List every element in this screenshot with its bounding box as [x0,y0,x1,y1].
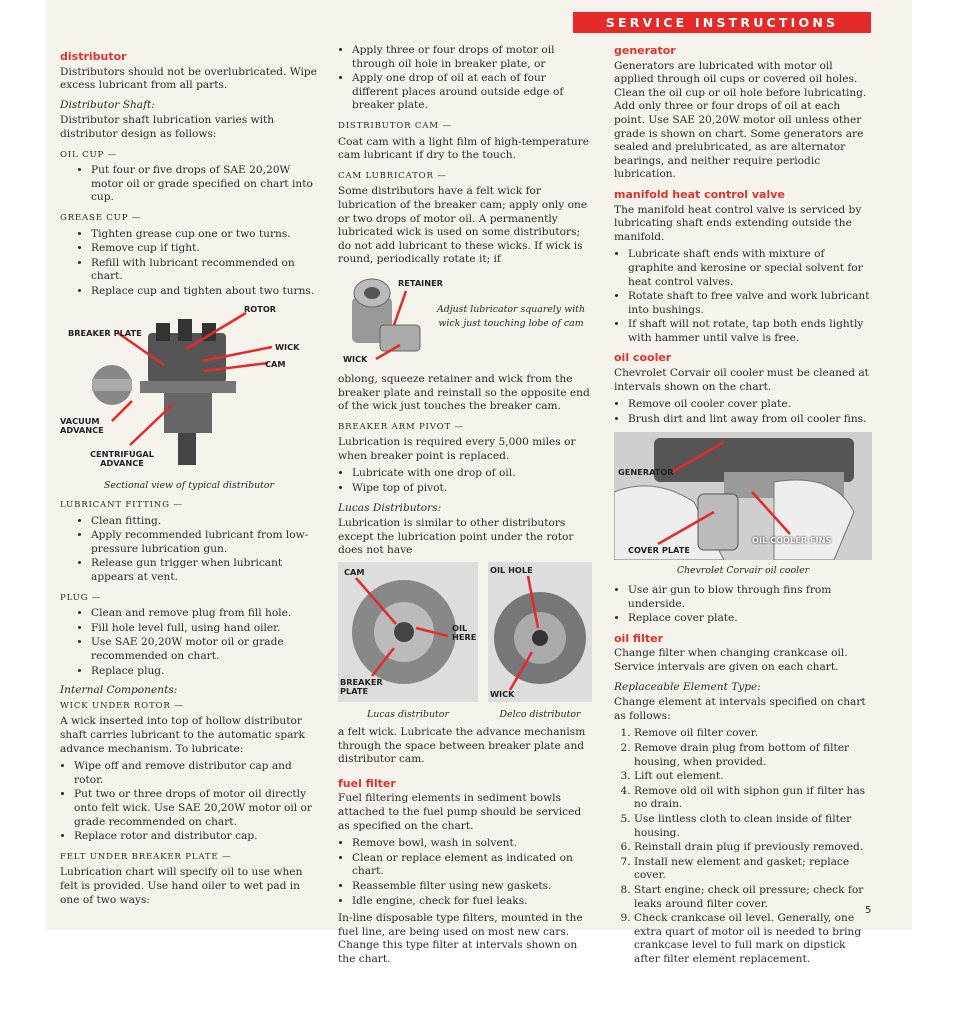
label-vacuum-advance: VACUUM ADVANCE [60,415,104,435]
distributor-sectional-figure [60,305,318,475]
generator-heading: generator [614,44,676,57]
distributor-cam-label: DISTRIBUTOR CAM — [338,120,452,131]
replaceable-text: Change element at intervals specified on chart as follows: [614,696,866,722]
list-item: • Tighten grease cup one or two turns. [91,228,318,242]
oil-filter-text: Change filter when changing crankcase oil. Service intervals are given on each chart. [614,647,848,673]
list-item: 9. Check crankcase oil level. Generally, one extra quart of motor oil is needed to bring crankcase level to full mark on dipstick after filter element replacement. [634,912,872,966]
breaker-plate-oil-list [338,44,595,113]
list-item: • Use air gun to blow through fins from underside. [628,584,872,611]
plug-label: PLUG — [60,592,102,603]
cam-lubricator-text: Some distributors have a felt wick for lubrication of the breaker cam; apply only one or two drops of motor oil. A permanently lubricated wick is used on some distributors; do not add lubricant to these wicks. If wick is round, periodically rotate it; if [338,185,588,266]
list-item: 7. Install new element and gasket; replace cover. [634,856,872,883]
lubricator-caption: Adjust lubricator squarely with wick just touching lobe of cam [436,303,586,329]
cam-lubricator-label: CAM LUBRICATOR — [338,170,447,181]
label-rotor: ROTOR [244,303,277,314]
oil-filter-heading: oil filter [614,631,663,645]
shaft-text: Distributor shaft lubrication varies with distributor design as follows: [60,114,275,140]
oil-cup-label: OIL CUP — [60,149,118,160]
list-item: • Apply recommended lubricant from low-pressure lubrication gun. [91,529,318,556]
generator-text: Generators are lubricated with motor oil applied through oil cups or covered oil holes. Clean the oil cup or oil hole before lubricating. Add only three or four drops of oil at each point. Use SAE 20,20W motor oil unless other grade is shown on chart. Some generators are sealed and prelubricated, as are alternator bearings, and neither require periodic lubrication. [614,59,867,181]
fuel-filter-text: Fuel filtering elements in sediment bowls attached to the fuel pump should be serviced as specified on the chart. [338,792,582,832]
oil-cooler-illustration [614,432,872,560]
label-wick: WICK [490,689,515,700]
pivot-list [338,467,595,495]
wick-rotor-list [60,760,318,844]
pivot-text: Lubrication is required every 5,000 miles or when breaker point is replaced. [338,436,576,462]
label-oil-here: OIL HERE [452,623,477,643]
lubricant-fitting-label: LUBRICANT FITTING — [60,500,183,511]
oblong-text: oblong, squeeze retainer and wick from the breaker plate and reinstall so the opposite end of the wick just touches the breaker cam. [338,372,590,413]
oil-cooler-caption: Chevrolet Corvair oil cooler [676,565,810,577]
grease-cup-label: GREASE CUP — [60,212,142,223]
label-generator: GENERATOR [618,467,674,478]
manifold-list [614,248,872,345]
label-cover-plate: COVER PLATE [628,545,690,556]
manifold-heading: manifold heat control valve [614,187,785,201]
list-item: • Idle engine, check for fuel leaks. [352,895,595,909]
list-item: • Brush dirt and lint away from oil cooler fins. [628,413,872,427]
oil-cooler-text: Chevrolet Corvair oil cooler must be cleaned at intervals shown on the chart. [614,367,869,393]
delco-distributor-illustration [488,562,592,702]
plug-list [60,607,318,678]
label-wick: WICK [343,353,368,364]
label-oil-cooler-fins: OIL COOLER FINS [752,535,832,546]
replaceable-subheading: Replaceable Element Type: [614,680,761,693]
column-left [60,44,318,911]
breaker-arm-pivot-label: BREAKER ARM PIVOT — [338,421,464,432]
fuel-filter-list [338,837,595,908]
list-item: • Replace rotor and distributor cap. [74,830,318,844]
list-item: • Replace cover plate. [628,612,872,626]
list-item: 6. Reinstall drain plug if previously removed. [634,841,872,855]
list-item: • Lubricate shaft ends with mixture of graphite and kerosine or special solvent for heat control valves. [628,248,872,289]
list-item: • Remove cup if tight. [91,242,318,256]
distributor-cam-text: Coat cam with a light film of high-temperature cam lubricant if dry to the touch. [338,135,590,162]
oil-filter-steps [614,727,872,966]
felt-label: FELT UNDER BREAKER PLATE — [60,851,232,862]
cam-lubricator-figure [338,273,595,369]
list-item: • Rotate shaft to free valve and work lubricant into bushings. [628,290,872,317]
label-wick: WICK [275,341,300,352]
shaft-subheading: Distributor Shaft: [60,98,155,111]
column-right [614,44,872,970]
list-item: • Clean fitting. [91,515,318,529]
oil-cooler-figure [614,432,872,560]
distributor-intro: Distributors should not be overlubricated. Wipe excess lubricant from all parts. [60,65,317,92]
list-item: • Apply three or four drops of motor oil through oil hole in breaker plate, or [352,44,595,71]
lubricant-fitting-list [60,515,318,585]
wick-rotor-text: A wick inserted into top of hollow distributor shaft carries lubricant to the automatic spark advance mechanism. To lubricate: [60,715,305,755]
list-item: 3. Lift out element. [634,770,872,784]
list-item: 8. Start engine; check oil pressure; check for leaks around filter cover. [634,884,872,911]
list-item: • If shaft will not rotate, tap both ends lightly with hammer until valve is free. [628,318,872,345]
oil-cooler-list [614,398,872,426]
lucas-text: Lubrication is similar to other distributors except the lubrication point under the rotor does not have [338,517,574,557]
grease-cup-list [60,228,318,299]
label-breaker-plate: BREAKER PLATE [68,327,142,338]
list-item: • Put two or three drops of motor oil directly onto felt wick. Use SAE 20,20W motor oil or grade recommended on chart. [74,788,318,829]
list-item: • Lubricate with one drop of oil. [352,467,595,481]
label-cam: CAM [344,567,365,578]
list-item: • Put four or five drops of SAE 20,20W motor oil or grade specified on chart into cup. [91,164,318,205]
service-instructions-banner: SERVICE INSTRUCTIONS [573,12,871,33]
fuel-filter-heading: fuel filter [338,776,396,790]
label-cam: CAM [265,358,286,369]
lucas-caption: Lucas distributor [367,709,449,721]
list-item: • Reassemble filter using new gaskets. [352,880,595,894]
list-item: 1. Remove oil filter cover. [634,727,872,741]
felt-wick-text: a felt wick. Lubricate the advance mechanism through the space between breaker plate and distributor cam. [338,726,586,766]
list-item: • Fill hole level full, using hand oiler. [91,622,318,636]
list-item: • Clean and remove plug from fill hole. [91,607,318,621]
lucas-subheading: Lucas Distributors: [338,501,442,514]
delco-caption: Delco distributor [499,709,581,721]
manifold-text: The manifold heat control valve is serviced by lubricating shaft ends extending outside the manifold. [614,203,862,243]
internal-subheading: Internal Components: [60,684,178,697]
list-item: • Wipe off and remove distributor cap and rotor. [74,760,318,787]
wick-rotor-label: WICK UNDER ROTOR — [60,700,184,711]
label-oil-hole: OIL HOLE [490,565,533,576]
list-item: 4. Remove old oil with siphon gun if filter has no drain. [634,785,872,812]
distributor-heading: distributor [60,50,127,63]
list-item: • Remove oil cooler cover plate. [628,398,872,412]
list-item: • Remove bowl, wash in solvent. [352,837,595,851]
list-item: • Use SAE 20,20W motor oil or grade recommended on chart. [91,636,318,663]
oil-cooler-heading: oil cooler [614,351,672,365]
list-item: • Release gun trigger when lubricant appears at vent. [91,557,318,584]
list-item: • Clean or replace element as indicated on chart. [352,852,595,879]
list-item: • Replace cup and tighten about two turns. [91,285,318,299]
felt-text: Lubrication chart will specify oil to use when felt is provided. Use hand oiler to wet pad in one of two ways: [60,866,303,906]
list-item: 2. Remove drain plug from bottom of filter housing, when provided. [634,742,872,769]
label-breaker-plate: BREAKER PLATE [340,677,383,697]
column-middle [338,44,595,971]
list-item: • Wipe top of pivot. [352,482,595,496]
lucas-delco-figures [338,562,595,722]
oil-cup-list [60,164,318,205]
inline-filter-text: In-line disposable type filters, mounted in the fuel line, are being used on most new cars. Change this type filter at intervals shown on the chart. [338,912,583,965]
figure-caption: Sectional view of typical distributor [103,479,275,491]
oil-cooler-list-2 [614,584,872,626]
list-item: • Apply one drop of oil at each of four different places around outside edge of breaker plate. [352,72,595,113]
label-centrifugal-advance: CENTRIFUGAL ADVANCE [90,448,154,468]
label-retainer: RETAINER [398,277,443,288]
list-item: 5. Use lintless cloth to clean inside of filter housing. [634,813,872,840]
list-item: • Refill with lubricant recommended on chart. [91,257,318,284]
page-number: 5 [865,905,872,916]
list-item: • Replace plug. [91,665,318,679]
